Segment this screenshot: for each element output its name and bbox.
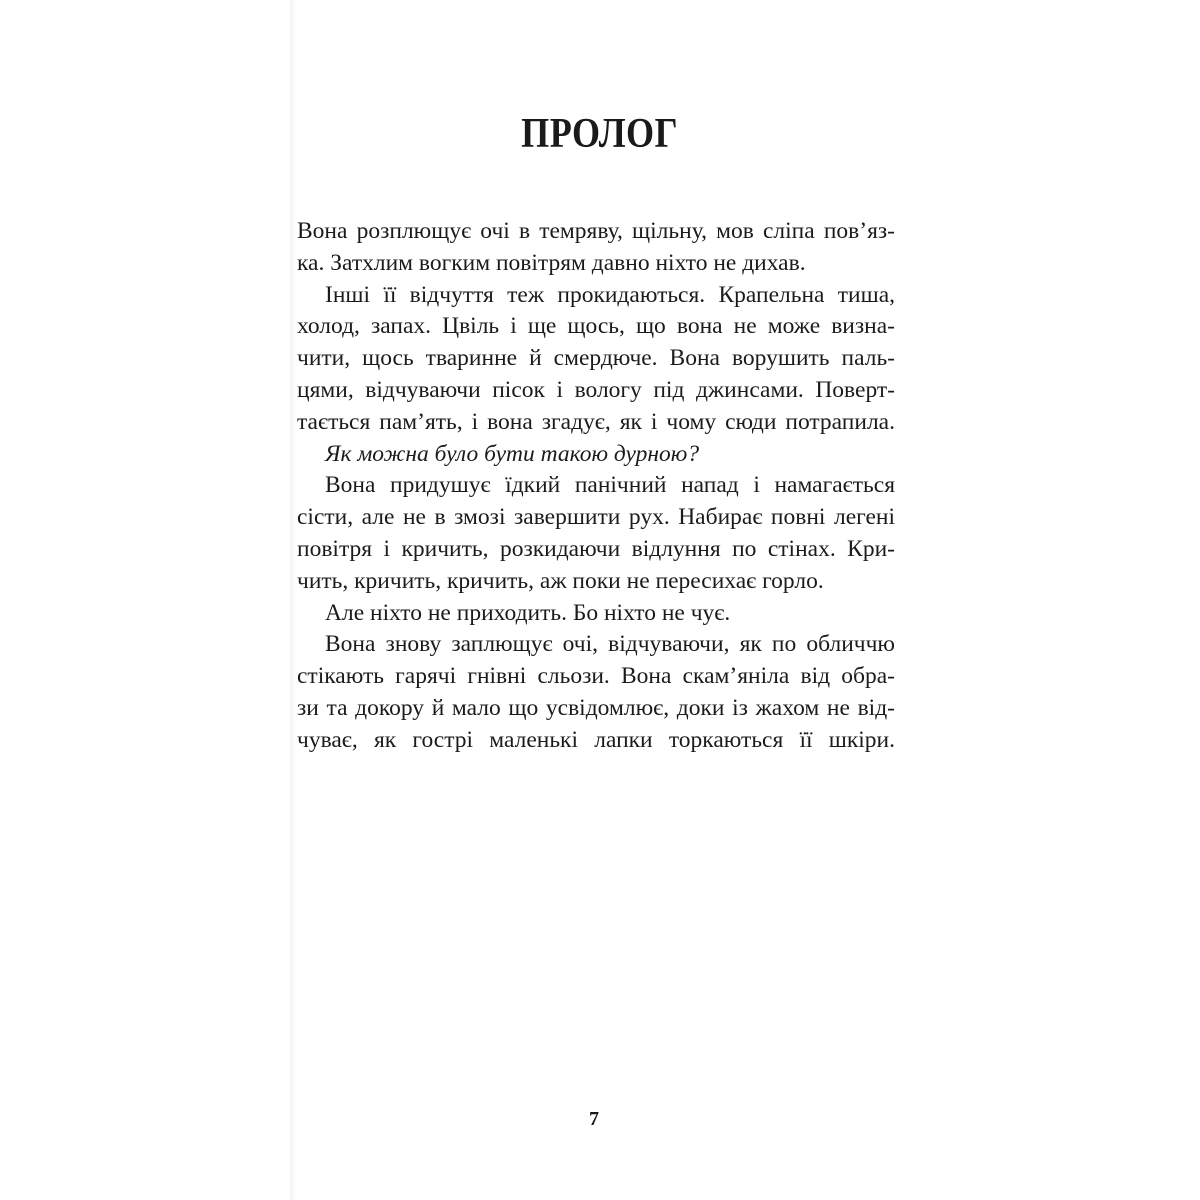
text-line: Вона придушує їдкий панічний напад і намагається: [325, 472, 895, 499]
text-line: ка. Затхлим вогким повітрям давно ніхто не дихав.: [297, 249, 806, 276]
text-line: тається пам’ять, і вона згадує, як і чому сюди потрапила.: [297, 408, 895, 435]
text-line: повітря і кричить, розкидаючи відлуння по стінах. Кри-: [297, 535, 895, 562]
text-line: Вона розплющує очі в темряву, щільну, мов сліпа пов’яз-: [297, 218, 895, 244]
chapter-title: ПРОЛОГ: [521, 111, 678, 157]
text-line: Інші її відчуття теж прокидаються. Крапельна тиша,: [325, 281, 895, 308]
text-line: стікають гарячі гнівні сльози. Вона скам’яніла від обра-: [297, 663, 895, 690]
chapter-body: [297, 216, 895, 757]
text-line: Але ніхто не приходить. Бо ніхто не чує.: [325, 599, 731, 626]
page-number: 7: [589, 1108, 599, 1130]
text-line: чуває, як гострі маленькі лапки торкаються її шкіри.: [297, 726, 895, 753]
text-line: цями, відчуваючи пісок і вологу під джинсами. Поверт-: [297, 376, 895, 403]
italic-text-line: Як можна було бути такою дурною?: [325, 440, 700, 467]
text-line: Вона знову заплющує очі, відчуваючи, як по обличчю: [325, 631, 895, 658]
text-line: холод, запах. Цвіль і ще щось, що вона не може визна-: [297, 313, 895, 340]
page-gutter-shadow: [290, 0, 296, 1200]
text-line: чити, щось тваринне й смердюче. Вона ворушить паль-: [297, 345, 895, 372]
text-line: сісти, але не в змозі завершити рух. Набирає повні легені: [297, 504, 895, 531]
text-line: зи та докору й мало що усвідомлює, доки із жахом не від-: [297, 694, 895, 721]
text-line: чить, кричить, кричить, аж поки не пересихає горло.: [297, 567, 824, 594]
